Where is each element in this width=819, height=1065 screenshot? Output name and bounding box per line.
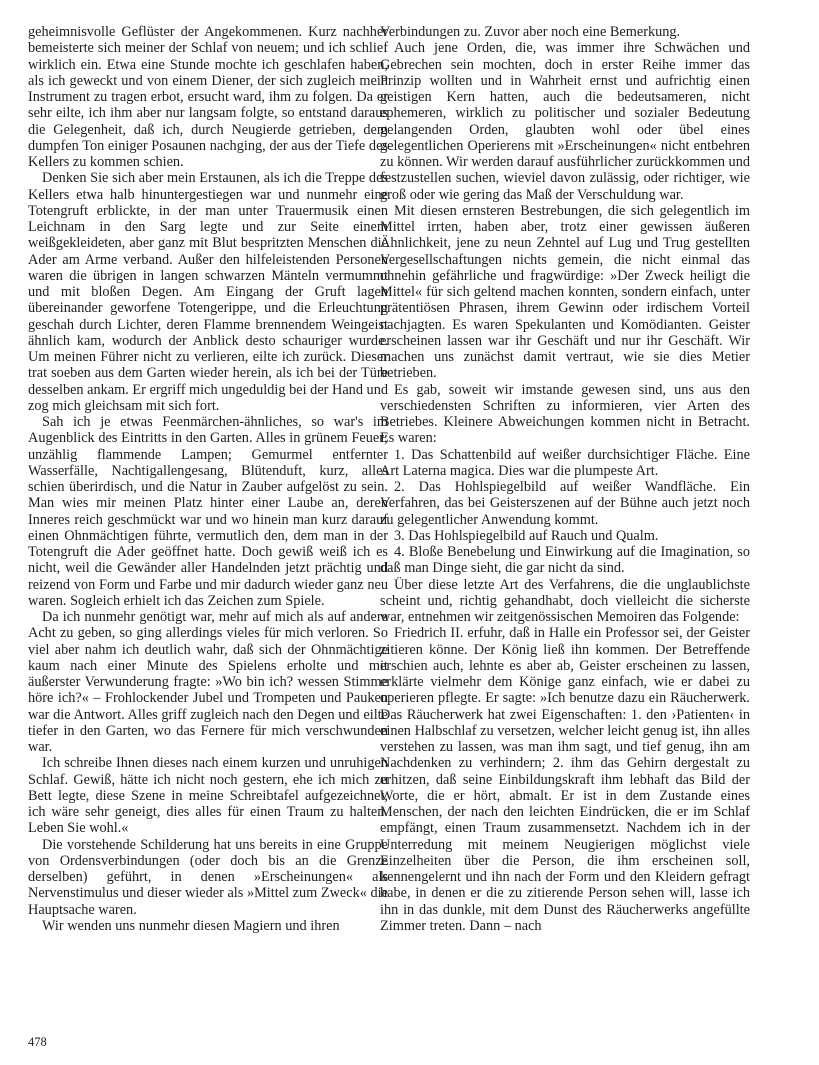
- list-item: 2. Das Hohlspiegelbild auf weißer Wandfläche. Ein Verfahren, das bei Geisterszenen auf der Bühne auch jetzt noch zu gelegentlicher Anwendung kommt.: [380, 479, 750, 528]
- left-column: [28, 24, 388, 934]
- paragraph: Über diese letzte Art des Verfahrens, die die unglaublichste scheint und, richtig gehandhabt, doch vielleicht die sicherste war, entnehmen wir zeitgenössischen Memoiren das Folgende:: [380, 576, 750, 625]
- paragraph: Ich schreibe Ihnen dieses nach einem kurzen und unruhigen Schlaf. Gewiß, hätte ich nicht noch gestern, ehe ich mich zu Bett legte, diese Szene in meine Schreibtafel aufgezeichnet, ich wäre sehr geneigt, dies alles für einen Traum zu halten. Leben Sie wohl.«: [28, 755, 388, 837]
- list-item: 1. Das Schattenbild auf weißer durchsichtiger Fläche. Eine Art Laterna magica. Dies war die plumpeste Art.: [380, 446, 750, 479]
- paragraph: Es gab, soweit wir imstande gewesen sind, uns aus den verschiedensten Schriften zu informieren, vier Arten des Betriebes. Kleinere Abweichungen kommen nicht in Betracht. Es waren:: [380, 381, 750, 447]
- page-number: 478: [28, 1035, 47, 1049]
- paragraph: Da ich nunmehr genötigt war, mehr auf mich als auf andere Acht zu geben, so ging allerdings vieles für mich verloren. So viel aber nahm ich deutlich wahr, daß sich der Ohnmächtige kaum nach einer Minute des Spielens erholte und mit äußerster Verwunderung fragte: »Wo bin ich? wessen Stimme höre ich?« – Frohlockender Jubel und Trompeten und Pauken war die Antwort. Alles griff zugleich nach den Degen und eilte tiefer in den Garten, wo das Fernere für mich verschwunden war.: [28, 609, 388, 755]
- paragraph: geheimnisvolle Geflüster der Angekommenen. Kurz nachher bemeisterte sich meiner der Schlaf von neuem; und ich schlief wirklich ein. Etwa eine Stunde mochte ich geschlafen haben, als ich geweckt und von einem Diener, der sich zugleich mein Instrument zu tragen erbot, ersucht ward, ihm zu folgen. Da er sehr eilte, ich ihm aber nur langsam folgte, so entstand daraus die Gelegenheit, daß ich, durch Neugierde getrieben, dem dumpfen Ton einiger Posaunen nachging, der aus der Tiefe des Kellers zu kommen schien.: [28, 24, 388, 170]
- paragraph: Auch jene Orden, die, was immer ihre Schwächen und Gebrechen sein mochten, doch in erster Reihe immer das Prinzip wollten und in Wahrheit ernst und aufrichtig einen geistigen Kern hatten, auch die bedeutsameren, nicht ephemeren, wirklich zu politischer und sozialer Bedeutung gelangenden Orden, glaubten wohl oder übel eines gelegentlichen Operierens mit »Erscheinungen« nicht entbehren zu können. Wir werden darauf ausführlicher zurückkommen und festzustellen suchen, wieviel davon zulässig, oder richtiger, wie groß oder wie gering das Maß der Verschuldung war.: [380, 40, 750, 203]
- right-column: [380, 24, 750, 934]
- paragraph: Wir wenden uns nunmehr diesen Magiern und ihren: [42, 917, 340, 934]
- paragraph: Mit diesen ernsteren Bestrebungen, die sich gelegentlich im Mittel irrten, haben aber, trotz einer gewissen äußeren Ähnlichkeit, jene zu neun Zehntel auf Lug und Trug gestellten Vergesellschaftungen nichts gemein, die nicht einmal das ohnehin gefährliche und fragwürdige: »Der Zweck heiligt die Mittel« für sich geltend machen konnten, sondern einfach, unter prätentiösen Phrasen, ihrem Gewinn oder irdischem Vorteil nachjagten. Es waren Spekulanten und Komödianten. Geister erscheinen lassen war ihr Geschäft und nur ihr Geschäft. Wir machen uns zunächst damit vertraut, wie sie dies Metier betrieben.: [380, 202, 750, 382]
- paragraph: Sah ich je etwas Feenmärchen-ähnliches, so war's im Augenblick des Eintritts in den Garten. Alles in grünem Feuer; unzählig flammende Lampen; Gemurmel entfernter Wasserfälle, Nachtigallengesang, Blütenduft, kurz, alles schien überirdisch, und die Natur in Zauber aufgelöst zu sein. Man wies mir meinen Platz hinter einer Laube an, deren Inneres reich geschmückt war und wo hinein man kurz darauf einen Ohnmächtigen führte, vermutlich den, dem man in der Totengruft die Ader geöffnet hatte. Doch gewiß weiß ich es nicht, weil die Gewänder aller Handelnden jetzt prächtig und reizend von Form und Farbe und mir dadurch wieder ganz neu waren. Sogleich erhielt ich das Zeichen zum Spiele.: [28, 414, 388, 609]
- paragraph: Verbindungen zu. Zuvor aber noch eine Bemerkung.: [380, 24, 681, 40]
- list-item: 4. Bloße Benebelung und Einwirkung auf die Imagination, so daß man Dinge sieht, die gar nicht da sind.: [380, 544, 750, 577]
- list-item: 3. Das Hohlspiegelbild auf Rauch und Qualm.: [394, 527, 659, 544]
- paragraph: Die vorstehende Schilderung hat uns bereits in eine Gruppe von Ordensverbindungen (oder doch bis an die Grenze derselben) geführt, in denen »Erscheinungen« als Nervenstimulus und dieser wieder als »Mittel zum Zweck« die Hauptsache waren.: [28, 836, 388, 918]
- paragraph: Denken Sie sich aber mein Erstaunen, als ich die Treppe des Kellers etwa halb hinuntergestiegen war und nunmehr eine Totengruft erblickte, in der man unter Trauermusik einen Leichnam in den Sarg legte und zur Seite einem weißgekleideten, aber ganz mit Blut bespritzten Menschen die Ader am Arme verband. Außer den hilfeleistenden Personen waren die übrigen in langen schwarzen Mänteln vermummt und mit bloßen Degen. Am Eingang der Gruft lagen übereinander geworfene Totengerippe, und die Erleuchtung geschah durch Lichter, deren Flamme brennendem Weingeist ähnlich kam, wodurch der Anblick desto schauriger wurde. Um meinen Führer nicht zu verlieren, eilte ich zurück. Dieser trat soeben aus dem Garten wieder herein, als ich bei der Türe desselben ankam. Er ergriff mich ungeduldig bei der Hand und zog mich gleichsam mit sich fort.: [28, 170, 388, 414]
- paragraph: Friedrich II. erfuhr, daß in Halle ein Professor sei, der Geister zitieren könne. Der König ließ ihn kommen. Der Betreffende erschien auch, lehnte es aber ab, Geister erscheinen zu lassen, erklärte vielmehr dem Könige ganz einfach, wie er dabei zu operieren pflegte. Er sagte: »Ich benutze dazu ein Räucherwerk. Das Räucherwerk hat zwei Eigenschaften: 1. den ›Patienten‹ in einen Halbschlaf zu versetzen, welcher leicht genug ist, ihn alles verstehen zu lassen, was man ihm sagt, und tief genug, ihn am Nachdenken zu verhindern; 2. ihm das Gehirn dergestalt zu erhitzen, daß seine Einbildungskraft ihm lebhaft das Bild der Worte, die er hört, abmalt. Er ist in dem Zustande eines Menschen, der nach den leichten Eindrücken, die er im Schlaf empfängt, einen Traum zusammensetzt. Nachdem ich in der Unterredung mit meinem Neugierigen möglichst viele Einzelheiten über die Person, die ihm erscheinen soll, kennengelernt und ihn nach der Form und den Kleidern gefragt habe, in denen er die zu zitierende Person sehen will, lasse ich ihn in das dunkle, mit dem Dunst des Räucherwerks angefüllte Zimmer treten. Dann – nach: [380, 625, 750, 934]
